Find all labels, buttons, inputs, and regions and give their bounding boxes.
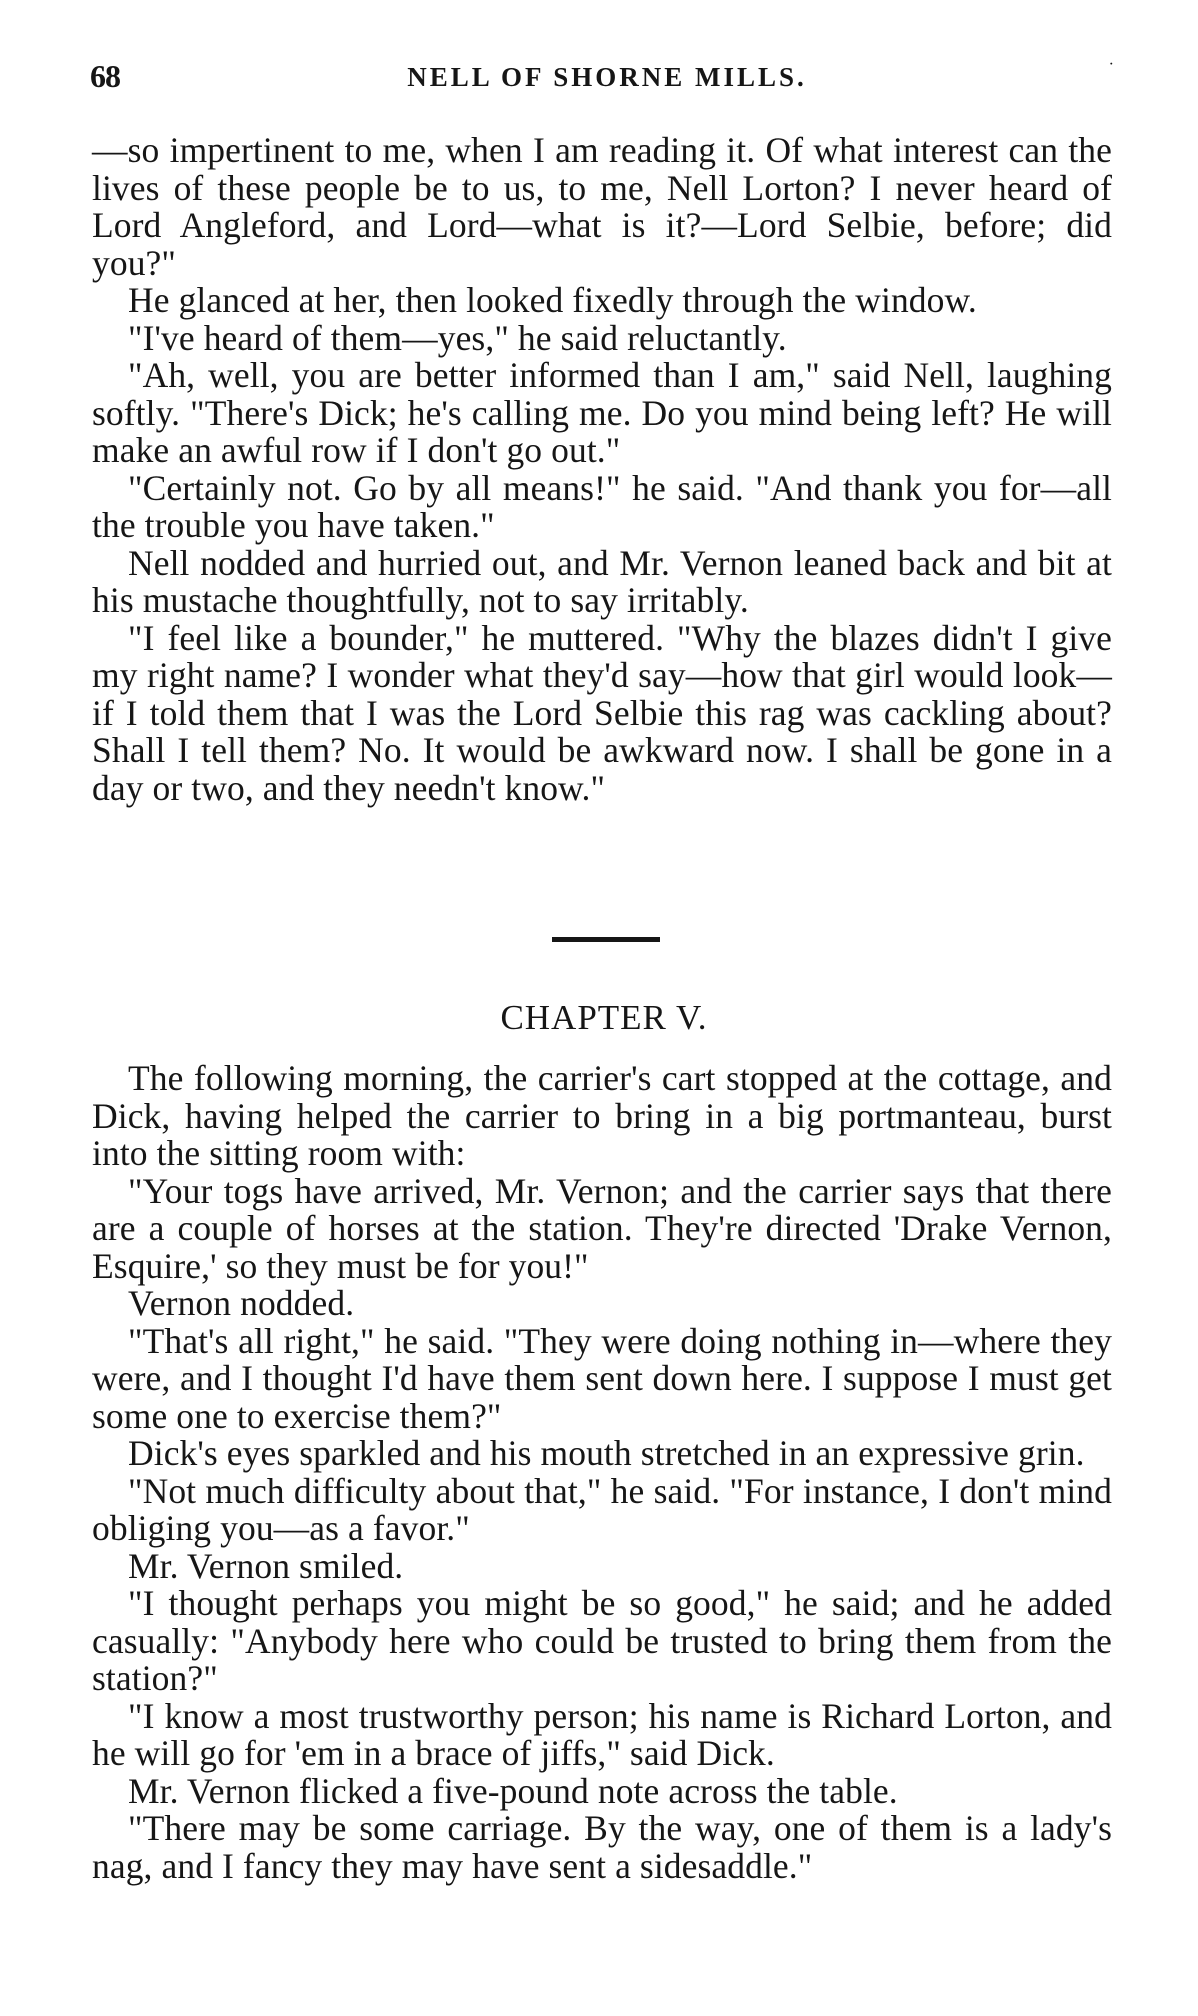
paragraph: Dick's eyes sparkled and his mouth stretched in an expressive grin. [128, 1433, 1085, 1473]
paragraph: The following morning, the carrier's cart stopped at the cottage, and Dick, having helped the carrier to bring in a big portmanteau, burst into the sitting room with: [92, 1058, 1112, 1173]
paragraph: "I thought perhaps you might be so good," he said; and he added casually: "Anybody here who could be trusted to bring them from the station?" [92, 1583, 1112, 1698]
header-speck: · [1108, 56, 1114, 73]
text-block-chapter [92, 1060, 1112, 1885]
paragraph: Mr. Vernon smiled. [128, 1545, 404, 1586]
paragraph: "Certainly not. Go by all means!" he said. "And thank you for—all the trouble you have taken." [92, 467, 1112, 545]
paragraph: "I know a most trustworthy person; his name is Richard Lorton, and he will go for 'em in a brace of jiffs," said Dick. [92, 1695, 1112, 1773]
paragraph: "Not much difficulty about that," he said. "For instance, I don't mind obliging you—as a favor." [92, 1470, 1112, 1548]
paragraph: "I feel like a bounder," he muttered. "Why the blazes didn't I give my right name? I wonder what they'd say—how that girl would look—if I told them that I was the Lord Selbie this rag was cackling about? Shall I tell them? No. It would be awkward now. I shall be gone in a day or two, and they needn't know." [92, 617, 1112, 808]
paragraph: "Your togs have arrived, Mr. Vernon; and the carrier says that there are a couple of horses at the station. They're directed 'Drake Vernon, Esquire,' so they must be for you!" [92, 1170, 1112, 1286]
paragraph: —so impertinent to me, when I am reading it. Of what interest can the lives of these people be to us, to me, Nell Lorton? I never heard of Lord Angleford, and Lord—what is it?—Lord Selbie, before; did you?" [92, 130, 1112, 283]
paragraph: Vernon nodded. [128, 1283, 355, 1323]
chapter-heading: CHAPTER V. [500, 998, 708, 1037]
paragraph: "That's all right," he said. "They were doing nothing in—where they were, and I thought I'd have them sent down here. I suppose I must get some one to exercise them?" [92, 1320, 1112, 1436]
paragraph: "Ah, well, you are better informed than I am," said Nell, laughing softly. "There's Dick; he's calling me. Do you mind being left? He will make an awful row if I don't go out." [92, 355, 1112, 470]
page-number: 68 [90, 58, 120, 94]
text-block-continued [92, 132, 1112, 807]
paragraph: Mr. Vernon flicked a five-pound note across the table. [128, 1770, 898, 1811]
paragraph: He glanced at her, then looked fixedly through the window. [128, 280, 977, 320]
paragraph: "I've heard of them—yes," he said reluctantly. [128, 317, 787, 358]
page-header [90, 56, 1114, 104]
paragraph: "There may be some carriage. By the way, one of them is a lady's nag, and I fancy they may have sent a sidesaddle." [92, 1808, 1112, 1886]
section-divider [552, 937, 660, 942]
paragraph: Nell nodded and hurried out, and Mr. Vernon leaned back and bit at his mustache thoughtfully, not to say irritably. [92, 542, 1112, 620]
running-title: NELL OF SHORNE MILLS. [407, 62, 807, 92]
